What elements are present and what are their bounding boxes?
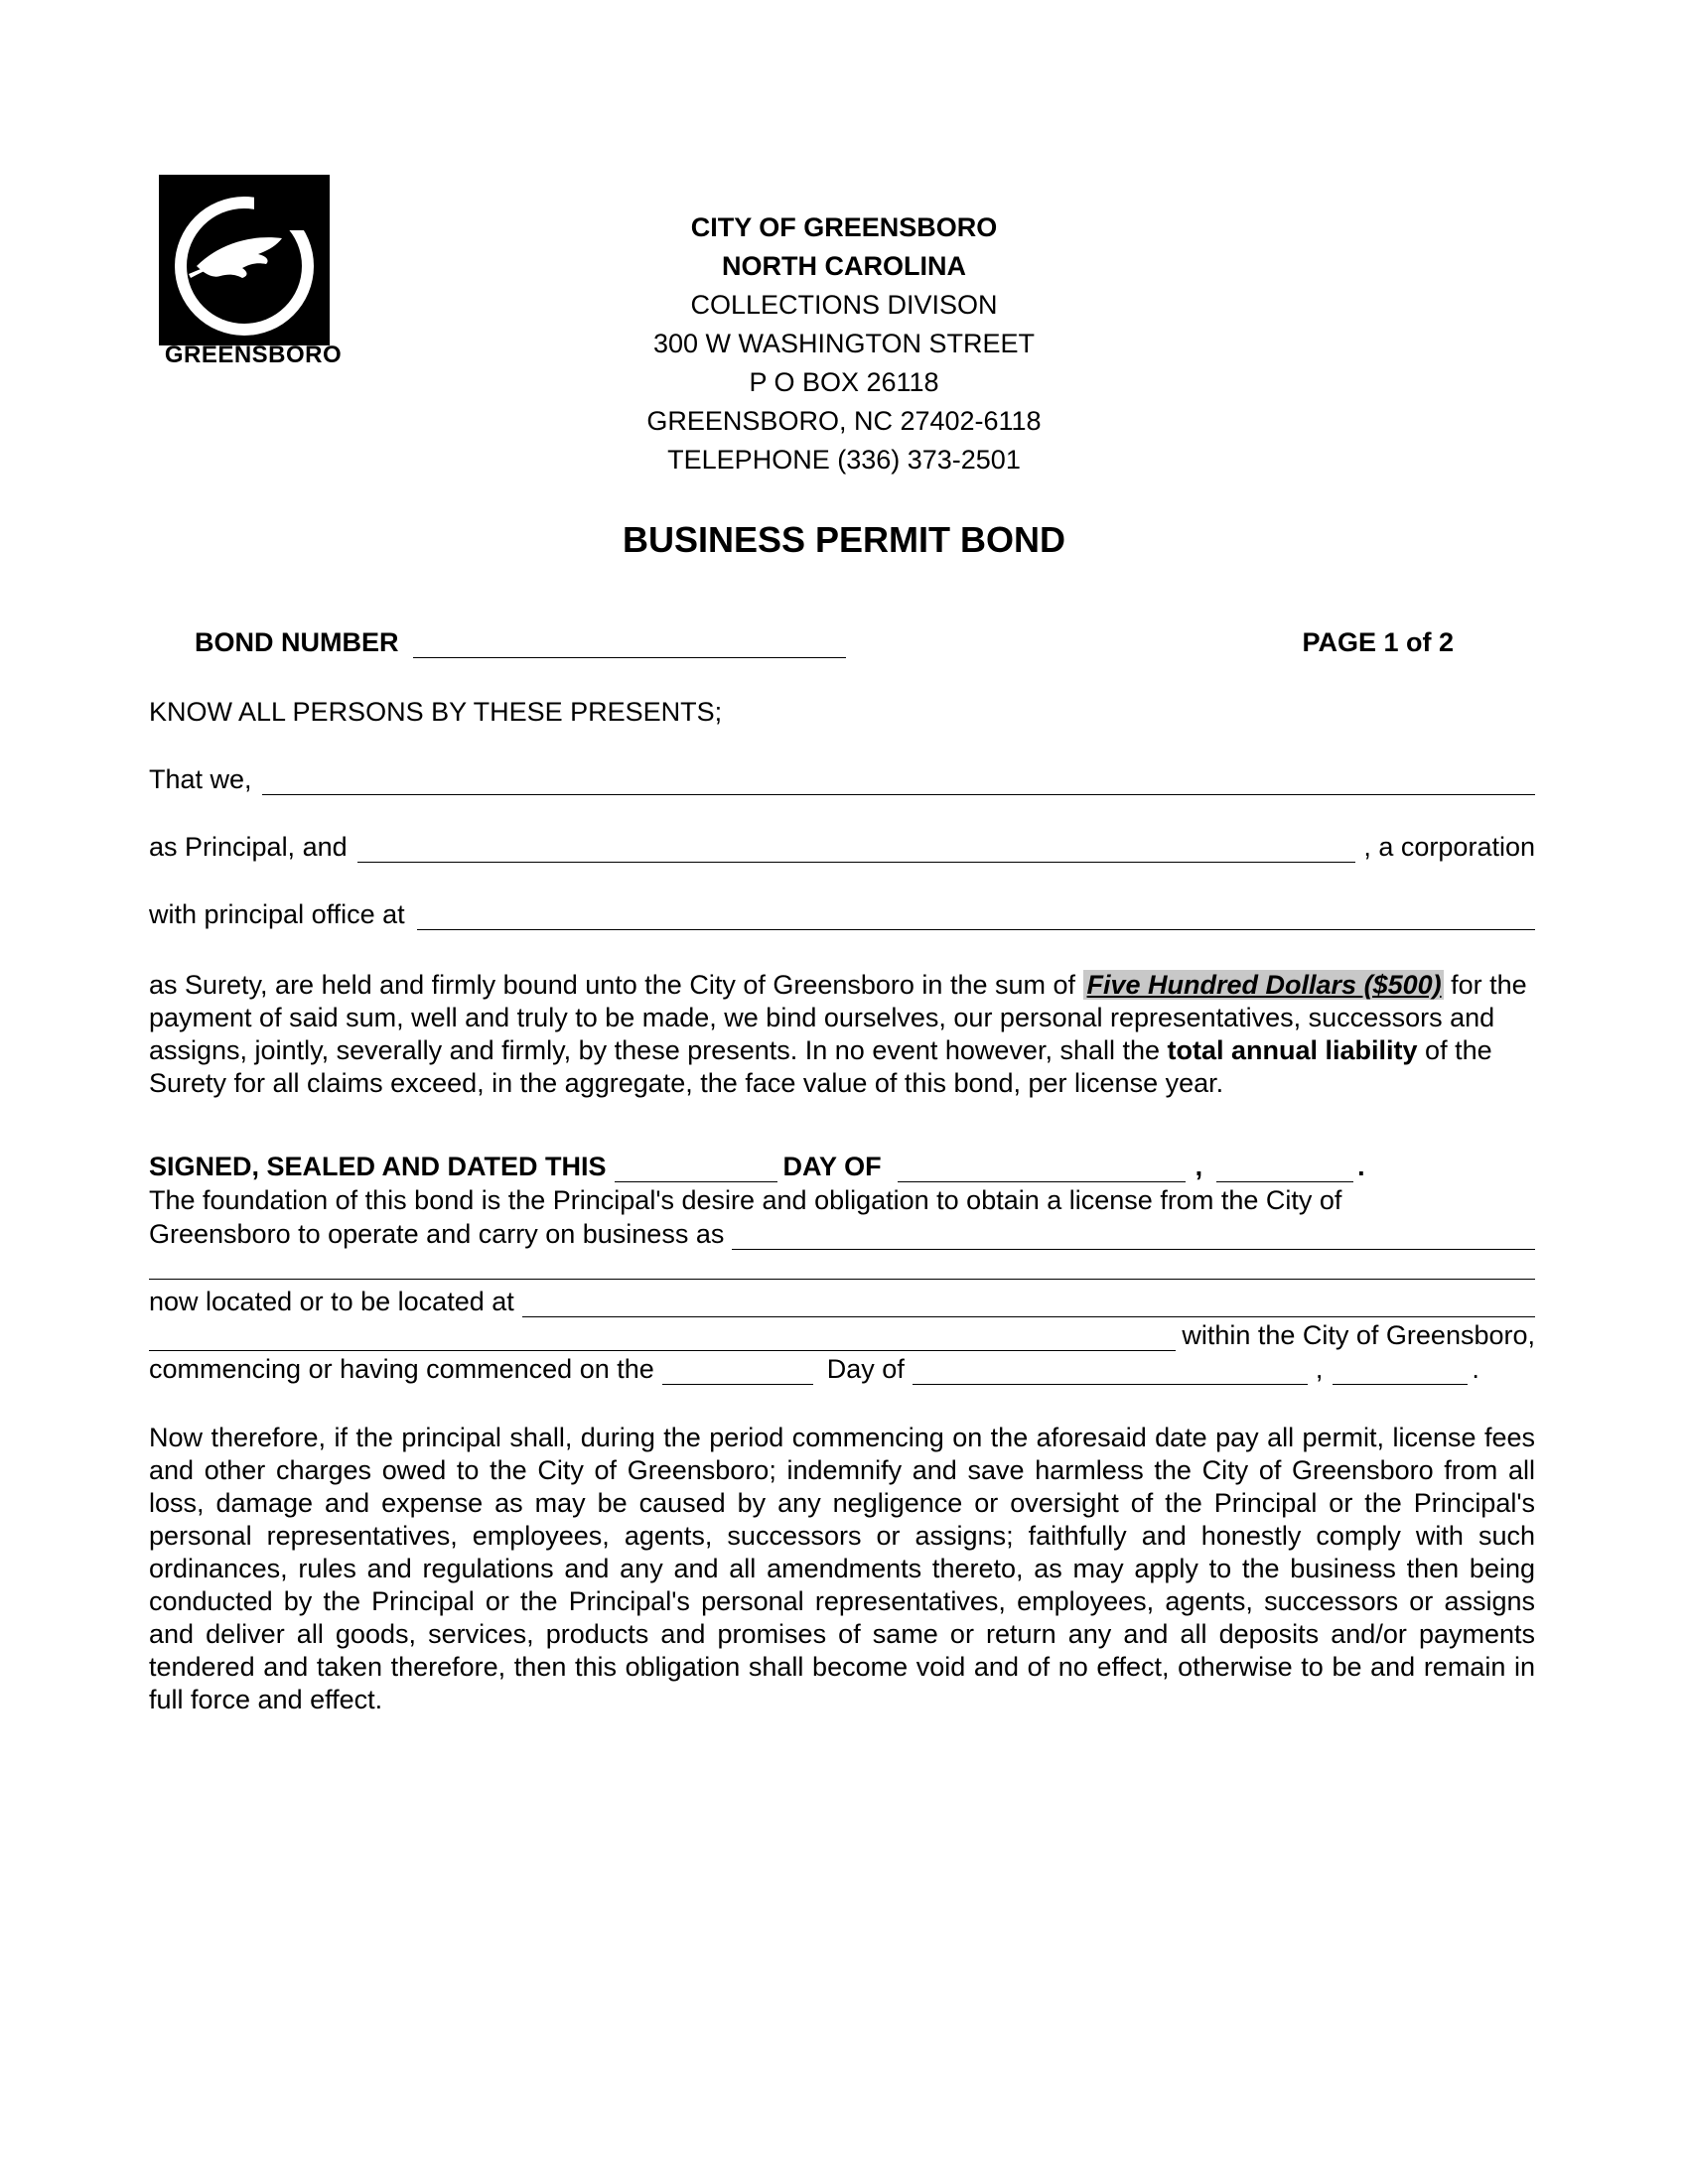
business-type-field-continued[interactable] bbox=[149, 1253, 1535, 1280]
business-type-field[interactable] bbox=[732, 1223, 1535, 1250]
surety-paragraph bbox=[149, 969, 1535, 1100]
commencing-month-field[interactable] bbox=[913, 1358, 1308, 1385]
within-city-row bbox=[149, 1320, 1535, 1351]
bond-number-field[interactable] bbox=[413, 631, 846, 658]
day-of-label: DAY OF bbox=[782, 1152, 882, 1181]
signed-day-field[interactable] bbox=[615, 1156, 777, 1182]
conditions-paragraph: Now therefore, if the principal shall, during the period commencing on the aforesaid date pay all permit, license fees and other charges owed to the City of Greensboro; indemnify and save harmless the City of Greensboro from all loss, damage and expense as may be caused by any negligence or oversight of the Principal or the Principal's personal representatives, employees, agents, successors or assigns; faithfully and honestly comply with such ordinances, rules and regulations and any and all amendments thereto, as may apply to the business then being conducted by the Principal or the Principal's personal representatives, employees, agents, successors or assigns and deliver all goods, services, products and promises of same or return any and all deposits and/or payments tendered and taken therefore, then this obligation shall become void and of no effect, otherwise to be and remain in full force and effect. bbox=[149, 1423, 1535, 1714]
location-row bbox=[149, 1287, 1535, 1317]
within-city-label: within the City of Greensboro, bbox=[1182, 1320, 1535, 1350]
commencing-comma: , bbox=[1315, 1354, 1324, 1384]
division-name: COLLECTIONS DIVISON bbox=[690, 290, 998, 320]
city-state-zip: GREENSBORO, NC 27402-6118 bbox=[646, 406, 1042, 436]
bond-number-label: BOND NUMBER bbox=[195, 627, 399, 657]
signed-year-field[interactable] bbox=[1216, 1156, 1353, 1182]
office-address-field[interactable] bbox=[417, 903, 1535, 930]
foundation-text: The foundation of this bond is the Principal's desire and obligation to obtain a license from the City of bbox=[149, 1185, 1342, 1215]
po-box: P O BOX 26118 bbox=[749, 367, 939, 397]
commencing-year-field[interactable] bbox=[1333, 1358, 1468, 1385]
that-we-label: That we, bbox=[149, 764, 252, 794]
principal-row bbox=[149, 832, 1535, 863]
corporation-label: , a corporation bbox=[1363, 832, 1535, 862]
office-row bbox=[149, 899, 1535, 930]
location-field[interactable] bbox=[522, 1291, 1535, 1317]
street-address: 300 W WASHINGTON STREET bbox=[652, 329, 1036, 358]
city-address-block bbox=[536, 208, 1152, 479]
location-field-continued[interactable] bbox=[149, 1324, 1176, 1351]
surety-text-3: of the Surety for all claims exceed, in the aggregate, the face value of this bond, per license year. bbox=[149, 1035, 1492, 1098]
commencing-label: commencing or having commenced on the bbox=[149, 1354, 654, 1384]
signed-comma: , bbox=[1195, 1152, 1203, 1181]
surety-name-field[interactable] bbox=[357, 836, 1356, 863]
intro-line bbox=[149, 697, 1535, 728]
page-indicator: PAGE 1 of 2 bbox=[1302, 627, 1454, 657]
city-logo bbox=[159, 175, 348, 368]
business-label: Greensboro to operate and carry on business as bbox=[149, 1219, 725, 1249]
business-row bbox=[149, 1219, 1535, 1250]
document-title: BUSINESS PERMIT BOND bbox=[622, 519, 1066, 560]
city-name: CITY OF GREENSBORO bbox=[690, 212, 998, 242]
logo-wordmark: GREENSBORO bbox=[164, 341, 343, 368]
bond-amount: Five Hundred Dollars ($500) bbox=[1083, 970, 1444, 1000]
that-we-field[interactable] bbox=[262, 768, 1535, 795]
liability-phrase: total annual liability bbox=[1167, 1035, 1418, 1065]
that-we-row bbox=[149, 764, 1535, 795]
signed-row bbox=[149, 1152, 1400, 1182]
commencing-day-field[interactable] bbox=[662, 1358, 813, 1385]
foundation-line-1 bbox=[149, 1185, 1535, 1216]
surety-text-1: as Surety, are held and firmly bound unto the City of Greensboro in the sum of bbox=[149, 970, 1083, 1000]
signed-month-field[interactable] bbox=[898, 1156, 1186, 1182]
intro-text: KNOW ALL PERSONS BY THESE PRESENTS; bbox=[149, 697, 723, 727]
telephone: TELEPHONE (336) 373-2501 bbox=[667, 445, 1021, 475]
location-label: now located or to be located at bbox=[149, 1287, 514, 1316]
bond-number-row bbox=[195, 627, 1454, 658]
office-label: with principal office at bbox=[149, 899, 405, 929]
state-name: NORTH CAROLINA bbox=[722, 251, 966, 281]
surety-text-2: for the payment of said sum, well and truly to be made, we bind ourselves, our personal representatives, successors and assigns, jointly, severally and firmly, by these presents. In no event however, shall the bbox=[149, 970, 1527, 1065]
signed-label: SIGNED, SEALED AND DATED THIS bbox=[149, 1152, 607, 1181]
business-continuation-row bbox=[149, 1253, 1535, 1280]
commencing-period: . bbox=[1472, 1354, 1479, 1384]
commencing-row bbox=[149, 1354, 1535, 1385]
commencing-day-of-label: Day of bbox=[826, 1354, 905, 1384]
greensboro-leaf-seal-icon bbox=[159, 175, 330, 345]
principal-label: as Principal, and bbox=[149, 832, 348, 862]
signed-period: . bbox=[1357, 1152, 1365, 1181]
